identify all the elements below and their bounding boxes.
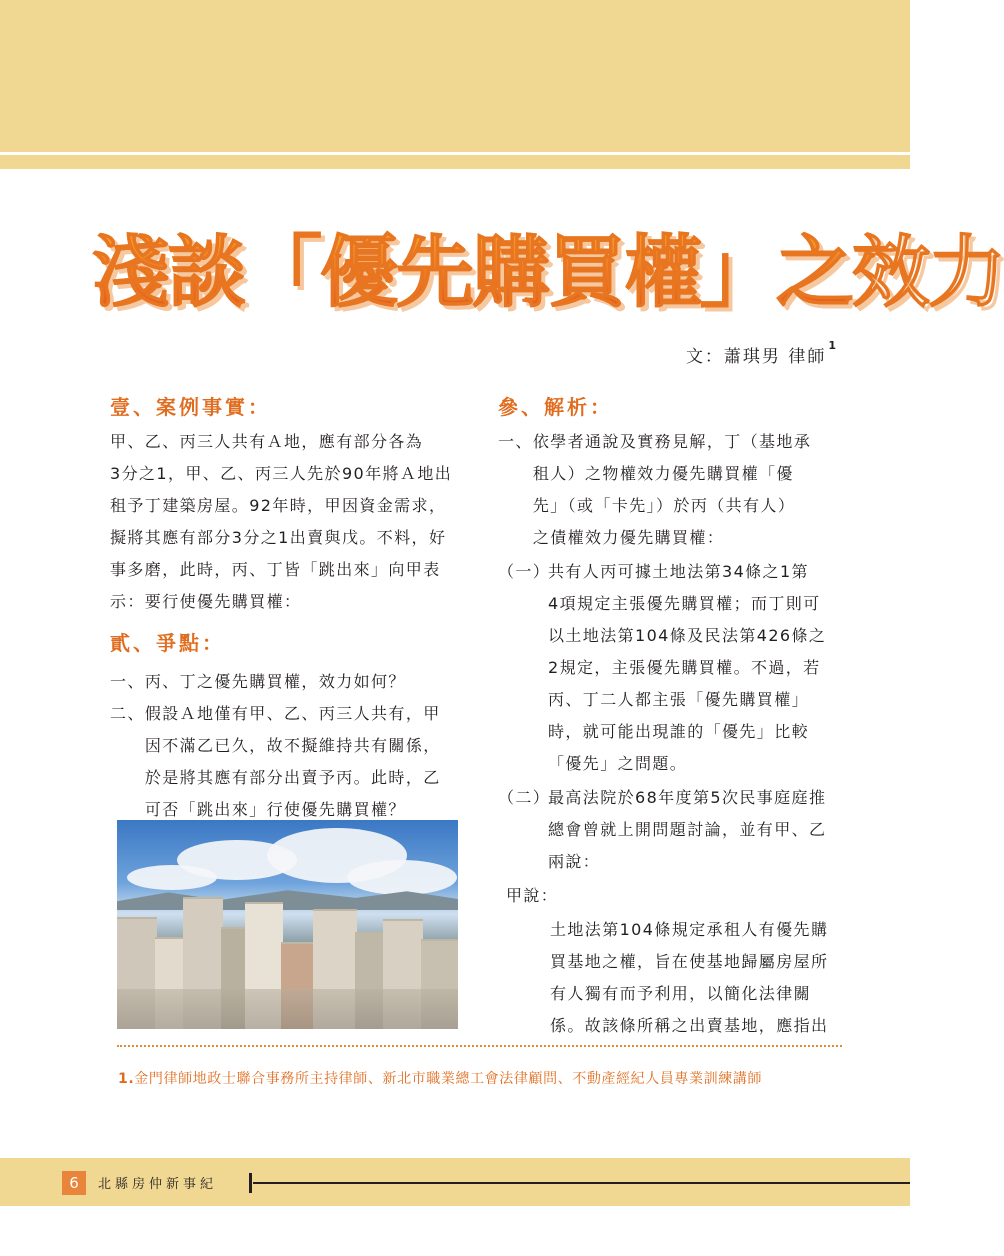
list-number: 一、 <box>110 672 145 691</box>
text-line: 假設Ａ地僅有甲、乙、丙三人共有，甲 <box>144 704 441 723</box>
text-line: 事多磨，此時，丙、丁皆「跳出來」向甲表 <box>110 560 441 579</box>
section-heading-facts: 壹、案例事實： <box>110 395 271 419</box>
text-line: 租予丁建築房屋。92年時，甲因資金需求， <box>110 496 447 515</box>
opinion-label: 甲說： <box>506 886 559 905</box>
list-number: （一） <box>498 562 551 581</box>
text-line: 於是將其應有部分出賣予丙。此時，乙 <box>144 768 441 787</box>
facts-paragraph <box>110 426 466 618</box>
footnote-text: 金門律師地政士聯合事務所主持律師、新北市職業總工會法律顧問、不動產經紀人員專業訓練講師 <box>134 1071 763 1087</box>
text-line: 兩說： <box>548 852 601 871</box>
text-line: 先」（或「卡先」）於丙（共有人） <box>532 496 796 515</box>
text-line: 以土地法第104條及民法第426條之 <box>548 626 827 645</box>
text-line: 因不滿乙已久，故不擬維持共有關係， <box>144 736 441 755</box>
text-line: 「優先」之問題。 <box>548 754 688 773</box>
list-item <box>498 556 846 780</box>
footnote-divider <box>117 1045 842 1047</box>
text-line: 4項規定主張優先購買權；而丁則可 <box>548 594 821 613</box>
text-line: 最高法院於68年度第5次民事庭庭推 <box>548 788 827 807</box>
text-line: 有人獨有而予利用，以簡化法律關 <box>550 984 812 1003</box>
text-line: 之債權效力優先購買權： <box>532 528 725 547</box>
right-column <box>498 390 846 1042</box>
issues-list <box>110 666 466 826</box>
magazine-name: 北縣房仲新事紀 <box>98 1177 218 1192</box>
list-item <box>498 782 846 878</box>
text-line: 土地法第104條規定承租人有優先購 <box>550 920 829 939</box>
section-heading-analysis: 參、解析： <box>498 395 613 419</box>
opinion-paragraph <box>498 914 846 1042</box>
page-title: 淺談「優先購買權」之效力 <box>92 218 872 328</box>
text-line: 租人）之物權效力優先購買權「優 <box>532 464 794 483</box>
footer-rule <box>253 1182 910 1184</box>
text-line: 可否「跳出來」行使優先購買權？ <box>144 800 406 819</box>
author-line <box>685 339 838 367</box>
text-line: 3分之1，甲、乙、丙三人先於90年將Ａ地出 <box>110 464 453 483</box>
text-line: 丙、丁之優先購買權，效力如何？ <box>144 672 406 691</box>
list-item <box>110 698 466 826</box>
text-line: 總會曾就上開問題討論，並有甲、乙 <box>548 820 827 839</box>
left-column <box>110 390 466 826</box>
footnote-number: 1. <box>118 1071 135 1087</box>
text-line: 擬將其應有部分3分之1出賣與戊。不料，好 <box>110 528 447 547</box>
city-skyline-photo <box>117 820 458 1029</box>
text-line: 時，就可能出現誰的「優先」比較 <box>548 722 810 741</box>
header-band <box>0 0 910 152</box>
page-number: 6 <box>62 1171 86 1195</box>
text-line: 共有人丙可據土地法第34條之1第 <box>548 562 809 581</box>
text-line: 2規定，主張優先購買權。不過，若 <box>548 658 821 677</box>
footer-rule-tick <box>249 1173 252 1193</box>
text-line: 買基地之權，旨在使基地歸屬房屋所 <box>550 952 829 971</box>
section-heading-issues: 貳、爭點： <box>110 631 225 655</box>
footnote-marker[interactable]: 1 <box>828 339 838 353</box>
text-line: 甲、乙、丙三人共有Ａ地，應有部分各為 <box>110 432 424 451</box>
text-line: 示：要行使優先購買權： <box>110 592 302 611</box>
footnote <box>118 1068 858 1088</box>
list-item <box>498 426 846 554</box>
text-line: 丙、丁二人都主張「優先購買權」 <box>548 690 810 709</box>
list-number: 一、 <box>498 432 533 451</box>
list-item <box>110 666 466 698</box>
author-text: 文：蕭琪男 律師 <box>685 347 827 367</box>
list-number: 二、 <box>110 704 145 723</box>
text-line: 係。故該條所稱之出賣基地，應指出 <box>550 1016 829 1035</box>
list-number: （二） <box>498 788 551 807</box>
text-line: 依學者通說及實務見解，丁（基地承 <box>532 432 812 451</box>
header-stripe <box>0 155 910 169</box>
